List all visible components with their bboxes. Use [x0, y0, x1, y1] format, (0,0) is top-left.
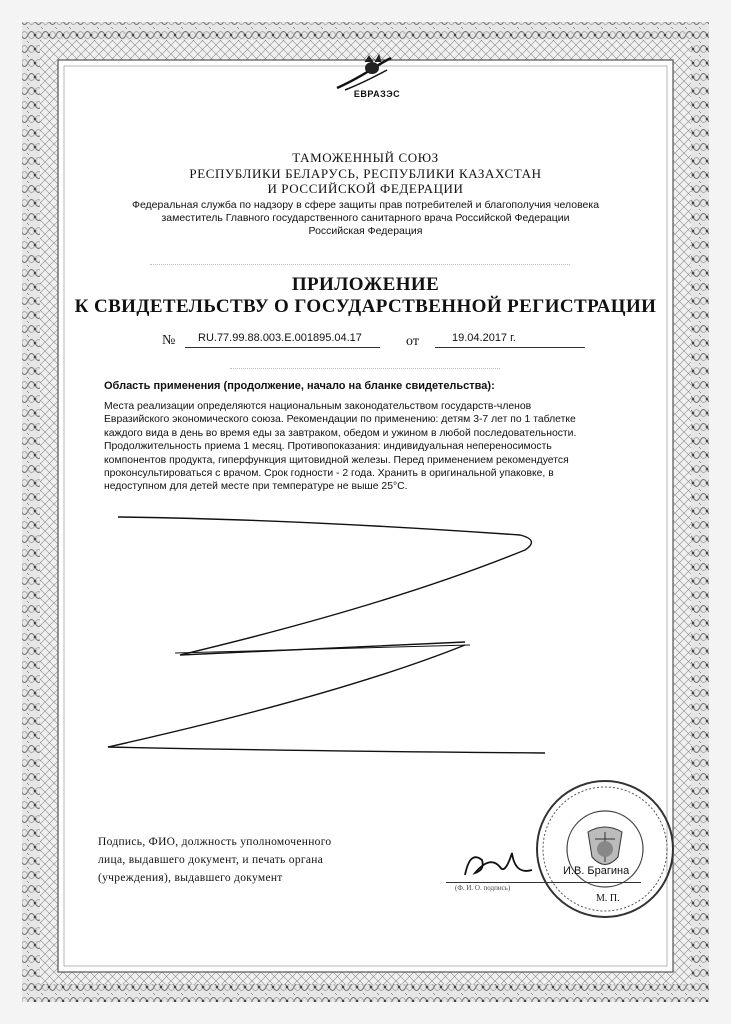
header-customs-union: ТАМОЖЕННЫЙ СОЮЗ: [292, 150, 439, 165]
signature-label-line3: (учреждения), выдавшего документ: [98, 872, 283, 884]
blank-space-strikeout: [90, 505, 560, 765]
signature-hint: (Ф. И. О. подпись): [455, 884, 511, 892]
number-sign: №: [162, 333, 176, 348]
area-line: компонентов продукта, гиперфункция щитовидной железы. Перед применением рекомендуется: [104, 454, 569, 466]
header-agency: Федеральная служба по надзору в сфере защиты прав потребителей и благополучия человека: [131, 199, 600, 211]
registration-number: RU.77.99.88.003.E.001895.04.17: [198, 332, 362, 344]
header-country: Российская Федерация: [308, 225, 423, 237]
area-line: Евразийского экономического союза. Рекомендации по применению: детям 3-7 лет по 1 таблетке: [104, 414, 576, 426]
stamp-place-label: М. П.: [596, 893, 620, 904]
dotted-divider: [150, 264, 570, 265]
header-deputy: заместитель Главного государственного санитарного врача Российской Федерации: [161, 212, 570, 224]
header-republics: РЕСПУБЛИКИ БЕЛАРУСЬ, РЕСПУБЛИКИ КАЗАХСТАН: [189, 166, 542, 181]
document-subtitle: К СВИДЕТЕЛЬСТВУ О ГОСУДАРСТВЕННОЙ РЕГИСТРАЦИИ: [74, 296, 657, 317]
signature-label-line2: лица, выдавшего документ, и печать органа: [98, 854, 324, 866]
date-underline: [435, 347, 585, 348]
number-underline: [185, 347, 380, 348]
area-line: каждого вида в день во время еды за завтраком, обедом и ужином в любой последовательности.: [104, 427, 577, 439]
signer-name: И.В. Брагина: [563, 865, 630, 877]
area-line: проконсультироваться с врачом. Срок годности - 2 года. Хранить в оригинальной упаковке, в: [104, 468, 554, 480]
document-title: ПРИЛОЖЕНИЕ: [291, 274, 440, 295]
signature-line: [446, 882, 641, 883]
dotted-divider-2: [230, 368, 500, 369]
area-line: недоступном для детей месте при температуре не выше 25°С.: [104, 481, 408, 493]
handwritten-signature: [460, 845, 540, 885]
area-body: [104, 400, 644, 494]
eurasec-logo-text: ЕВРАЗЭС: [353, 89, 401, 99]
registration-date: 19.04.2017 г.: [452, 332, 516, 344]
area-line: Продолжительность приема 1 месяц. Противопоказания: индивидуальная непереносимость: [104, 441, 552, 453]
area-line: Места реализации определяются национальным законодательством государств-членов: [104, 401, 532, 412]
signature-label-line1: Подпись, ФИО, должность уполномоченного: [98, 836, 332, 848]
header-russian-federation: И РОССИЙСКОЙ ФЕДЕРАЦИИ: [267, 181, 464, 196]
from-label: от: [406, 334, 419, 349]
area-title: Область применения (продолжение, начало на бланке свидетельства):: [104, 380, 495, 392]
